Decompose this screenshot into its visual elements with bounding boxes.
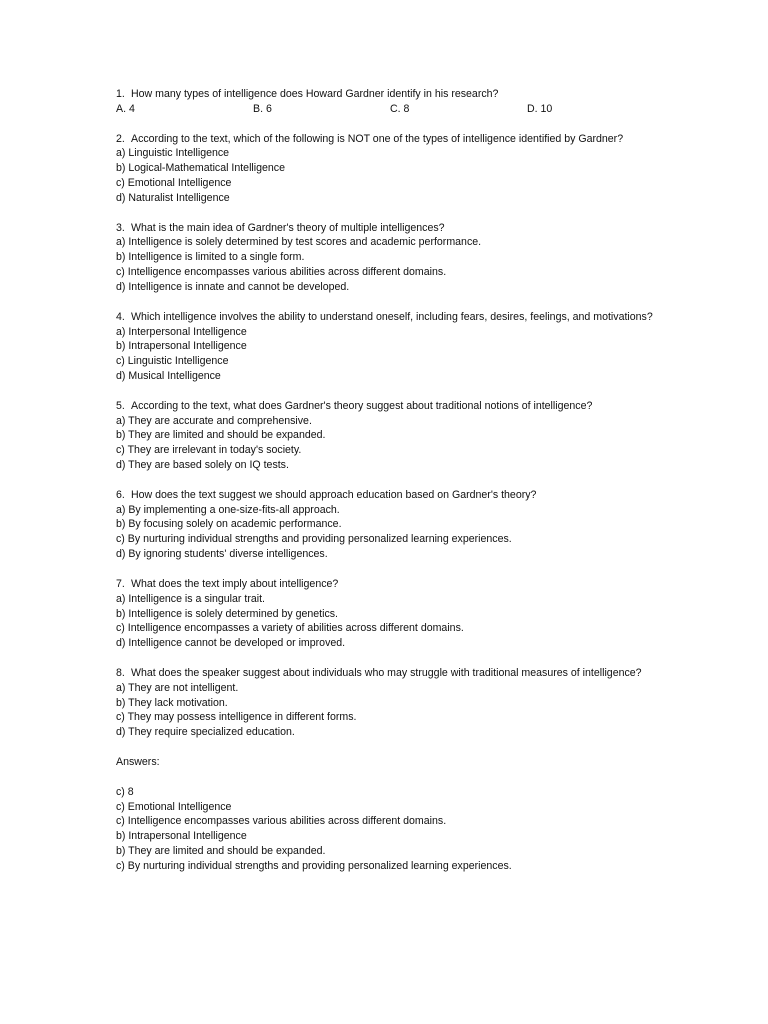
question-7: [116, 577, 656, 651]
option-d: d) Intelligence is innate and cannot be developed.: [116, 280, 350, 293]
question-1: [116, 87, 656, 117]
question-number: 2.: [116, 132, 125, 145]
question-number: 7.: [116, 577, 125, 590]
option-b: b) Intrapersonal Intelligence: [116, 340, 247, 353]
options-row: [116, 102, 656, 117]
option-d: D. 10: [527, 102, 553, 115]
option-c: c) Linguistic Intelligence: [116, 355, 229, 368]
question-3: [116, 221, 656, 295]
option-c: c) Intelligence encompasses various abilities across different domains.: [116, 266, 447, 279]
answer-item: c) By nurturing individual strengths and providing personalized learning experiences.: [116, 859, 512, 872]
answer-item: c) Intelligence encompasses various abilities across different domains.: [116, 815, 447, 828]
question-number: 4.: [116, 310, 125, 323]
answers-list: [116, 785, 656, 874]
answer-item: b) Intrapersonal Intelligence: [116, 830, 247, 843]
question-number: 1.: [116, 88, 125, 100]
option-d: d) They require specialized education.: [116, 726, 295, 739]
question-number: 5.: [116, 399, 125, 412]
question-text: Which intelligence involves the ability to understand oneself, including fears, desires, feelings, and motivations?: [131, 310, 653, 323]
question-text: How does the text suggest we should approach education based on Gardner's theory?: [131, 488, 537, 501]
question-stem: [116, 310, 656, 325]
question-number: 3.: [116, 221, 125, 234]
option-c: c) They are irrelevant in today's society.: [116, 444, 302, 457]
question-stem: [116, 132, 656, 147]
option-b: B. 6: [253, 102, 272, 115]
question-text: What is the main idea of Gardner's theory of multiple intelligences?: [131, 221, 445, 234]
question-number: 6.: [116, 488, 125, 501]
question-stem: [116, 87, 656, 102]
option-b: b) Intelligence is solely determined by genetics.: [116, 607, 338, 620]
option-a: a) They are not intelligent.: [116, 681, 239, 694]
option-b: b) Logical-Mathematical Intelligence: [116, 162, 285, 175]
option-a: A. 4: [116, 102, 135, 115]
question-8: [116, 666, 656, 740]
option-c: c) Intelligence encompasses a variety of abilities across different domains.: [116, 622, 464, 635]
question-text: How many types of intelligence does Howard Gardner identify in his research?: [131, 88, 499, 100]
question-2: [116, 132, 656, 206]
option-a: a) Intelligence is solely determined by test scores and academic performance.: [116, 236, 482, 249]
question-5: [116, 399, 656, 473]
question-stem: [116, 221, 656, 236]
question-stem: [116, 577, 656, 592]
answer-item: c) 8: [116, 785, 134, 798]
option-d: d) Musical Intelligence: [116, 370, 221, 383]
question-text: What does the speaker suggest about individuals who may struggle with traditional measures of intelligence?: [131, 666, 642, 679]
question-text: According to the text, which of the following is NOT one of the types of intelligence identified by Gardner?: [131, 132, 624, 145]
option-c: c) By nurturing individual strengths and providing personalized learning experiences.: [116, 533, 512, 546]
option-c: C. 8: [390, 102, 410, 115]
option-c: c) They may possess intelligence in different forms.: [116, 711, 357, 724]
option-a: a) They are accurate and comprehensive.: [116, 414, 312, 427]
answer-item: c) Emotional Intelligence: [116, 800, 232, 813]
option-d: d) Naturalist Intelligence: [116, 191, 230, 204]
document-page: [116, 87, 656, 874]
question-stem: [116, 399, 656, 414]
option-a: a) Linguistic Intelligence: [116, 147, 230, 160]
option-a: a) Intelligence is a singular trait.: [116, 592, 265, 605]
option-b: b) They lack motivation.: [116, 696, 228, 709]
answers-heading: Answers:: [116, 755, 160, 768]
option-a: a) Interpersonal Intelligence: [116, 325, 247, 338]
question-4: [116, 310, 656, 384]
question-stem: [116, 666, 656, 681]
option-b: b) Intelligence is limited to a single form.: [116, 251, 305, 264]
question-text: According to the text, what does Gardner's theory suggest about traditional notions of intelligence?: [131, 399, 593, 412]
option-a: a) By implementing a one-size-fits-all approach.: [116, 503, 340, 516]
question-stem: [116, 488, 656, 503]
option-d: d) Intelligence cannot be developed or improved.: [116, 637, 346, 650]
option-b: b) They are limited and should be expanded.: [116, 429, 326, 442]
question-6: [116, 488, 656, 562]
option-d: d) By ignoring students' diverse intelligences.: [116, 548, 328, 561]
question-number: 8.: [116, 666, 125, 679]
option-b: b) By focusing solely on academic performance.: [116, 518, 342, 531]
option-d: d) They are based solely on IQ tests.: [116, 459, 289, 472]
question-text: What does the text imply about intelligence?: [131, 577, 339, 590]
answer-item: b) They are limited and should be expanded.: [116, 845, 326, 858]
option-c: c) Emotional Intelligence: [116, 177, 232, 190]
